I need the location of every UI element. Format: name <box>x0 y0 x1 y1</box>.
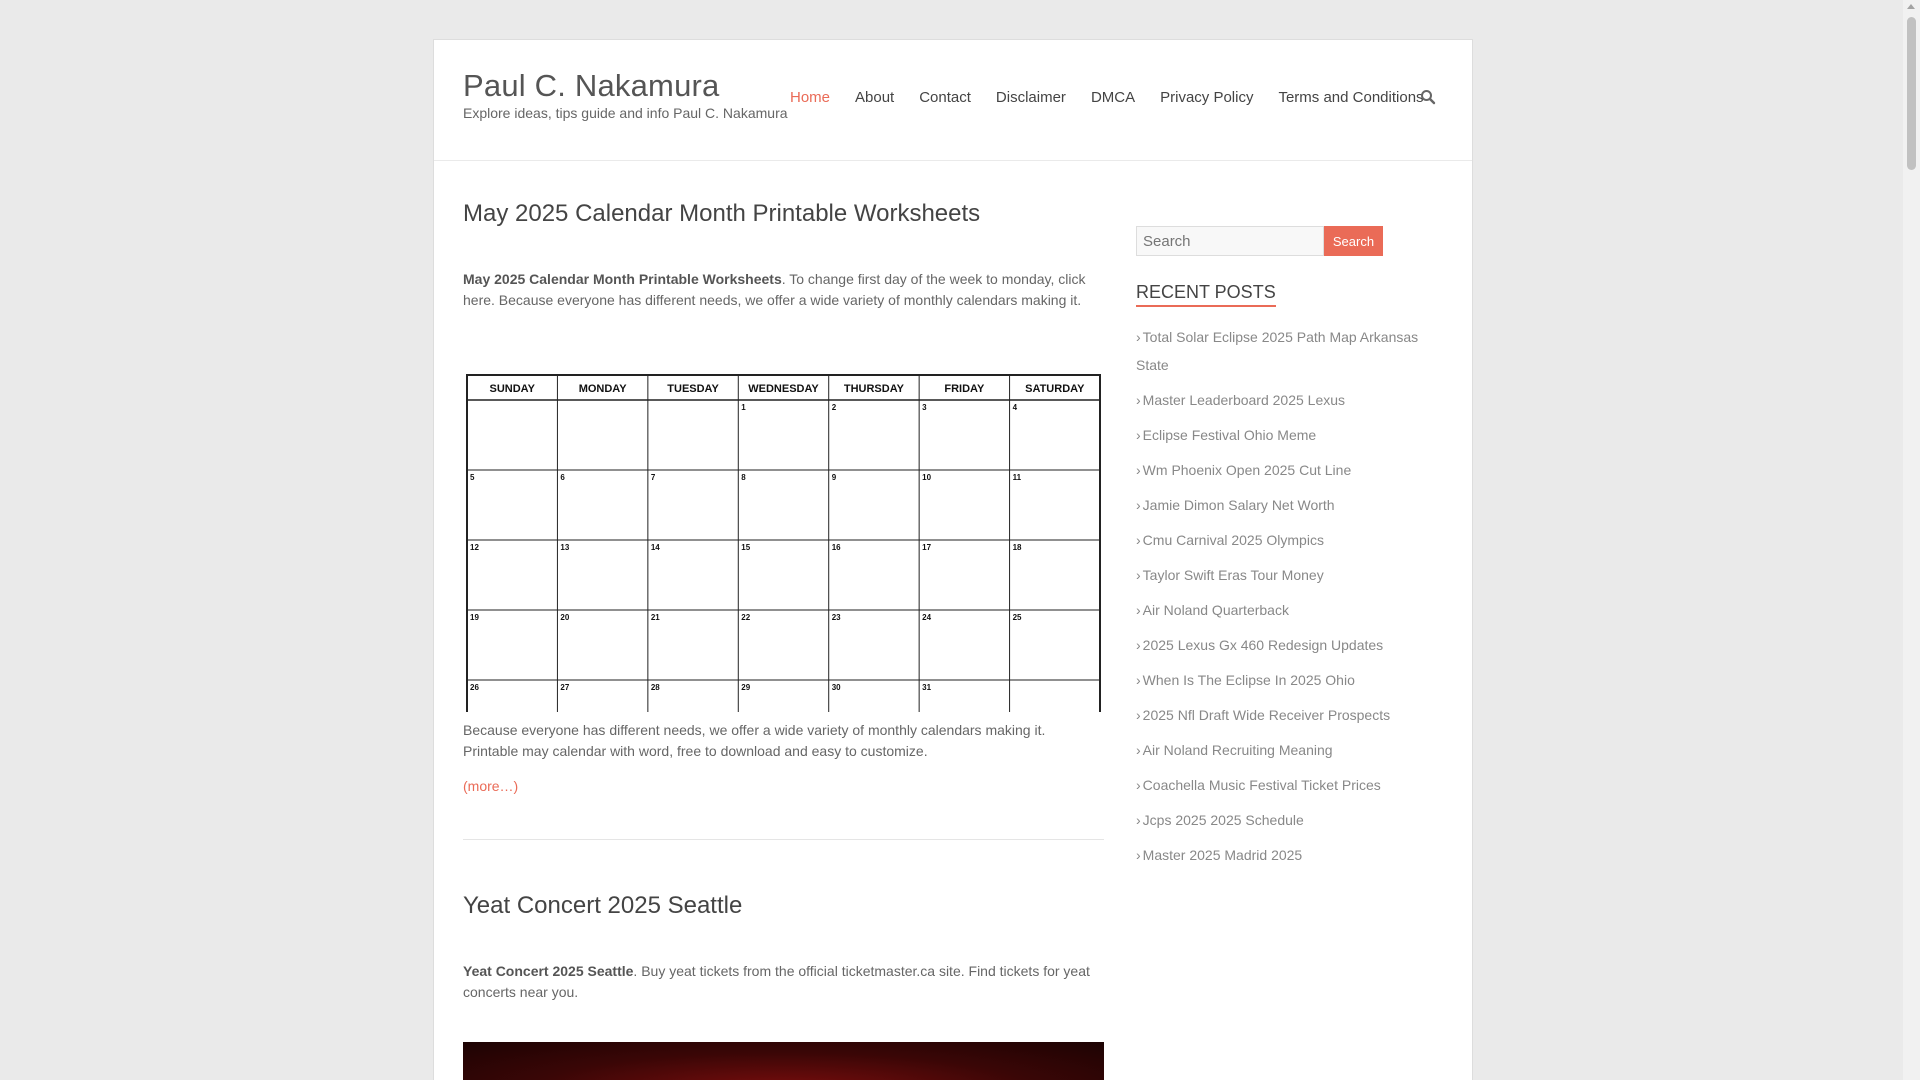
calendar-day-number: 9 <box>831 472 837 482</box>
site-description: Explore ideas, tips guide and info Paul C. Nakamura <box>463 105 788 121</box>
recent-post-item[interactable] <box>1136 631 1436 659</box>
calendar-day-number: 10 <box>922 472 932 482</box>
recent-post-item[interactable] <box>1136 736 1436 764</box>
post-body-text: Because everyone has different needs, we offer a wide variety of monthly calendars making it. Printable may calendar with word, free to download and easy to customize. <box>463 721 1046 759</box>
calendar-day-number: 30 <box>831 682 841 692</box>
calendar-day-number: 24 <box>922 612 932 622</box>
recent-post-item[interactable] <box>1136 701 1436 729</box>
recent-post-item[interactable] <box>1136 323 1436 379</box>
recent-post-label: Jcps 2025 2025 Schedule <box>1142 812 1304 828</box>
page-scrollbar[interactable] <box>1903 0 1920 1080</box>
recent-post-label: Taylor Swift Eras Tour Money <box>1142 567 1324 583</box>
calendar-day-number: 25 <box>1012 612 1022 622</box>
sidebar-search <box>1136 226 1436 256</box>
calendar-day-number: 1 <box>741 402 746 412</box>
chevron-right-icon: › <box>1136 427 1141 443</box>
chevron-right-icon: › <box>1136 462 1141 478</box>
post-lead-text: . Buy yeat tickets from the official ticketmaster.ca site. Find tickets for yeat concerts near you. <box>463 962 1090 1000</box>
recent-post-item[interactable] <box>1136 666 1436 694</box>
calendar-weekday-label: TUESDAY <box>667 382 719 395</box>
chevron-right-icon: › <box>1136 812 1141 828</box>
nav-disclaimer[interactable]: Disclaimer <box>995 89 1066 106</box>
calendar-day-number: 22 <box>741 612 751 622</box>
calendar-day-number: 2 <box>831 402 837 412</box>
post-excerpt <box>463 961 1104 1003</box>
calendar-day-number: 7 <box>650 472 656 482</box>
calendar-day-number: 26 <box>470 682 479 692</box>
recent-post-item[interactable] <box>1136 841 1436 869</box>
calendar-day-number: 11 <box>1012 472 1022 482</box>
calendar-weekday-label: MONDAY <box>578 382 627 395</box>
recent-post-item[interactable] <box>1136 596 1436 624</box>
recent-post-item[interactable] <box>1136 456 1436 484</box>
calendar-day-number: 5 <box>470 472 475 482</box>
calendar-day-number: 3 <box>922 402 927 412</box>
search-input[interactable] <box>1136 226 1324 256</box>
recent-post-label: 2025 Nfl Draft Wide Receiver Prospects <box>1142 707 1391 723</box>
recent-post-item[interactable] <box>1136 806 1436 834</box>
nav-privacy-policy[interactable]: Privacy Policy <box>1160 89 1254 106</box>
scroll-up-arrow-icon[interactable] <box>1907 4 1915 9</box>
calendar-day-number: 19 <box>470 612 479 622</box>
nav-terms-and-conditions[interactable]: Terms and Conditions <box>1278 89 1424 106</box>
post-title[interactable]: May 2025 Calendar Month Printable Worksheets <box>463 200 981 227</box>
chevron-right-icon: › <box>1136 602 1141 618</box>
nav-home[interactable]: Home <box>790 89 831 106</box>
site-header <box>434 40 1472 161</box>
recent-post-label: Air Noland Recruiting Meaning <box>1142 742 1333 758</box>
calendar-weekday-label: SATURDAY <box>1025 382 1085 395</box>
recent-post-item[interactable] <box>1136 561 1436 589</box>
recent-post-item[interactable] <box>1136 421 1436 449</box>
recent-post-label: When Is The Eclipse In 2025 Ohio <box>1142 672 1355 688</box>
main-nav <box>790 89 1449 106</box>
recent-post-item[interactable] <box>1136 526 1436 554</box>
calendar-day-number: 4 <box>1012 402 1018 412</box>
post-lead-text: . To change first day of the week to monday, click here. Because everyone has different needs, we offer a wide variety of monthly calendars making it. <box>463 270 1086 308</box>
calendar-day-number: 17 <box>922 542 932 552</box>
recent-post-label: Eclipse Festival Ohio Meme <box>1142 427 1317 443</box>
main-content <box>463 200 1104 1080</box>
chevron-right-icon: › <box>1136 497 1141 513</box>
calendar-day-number: 12 <box>470 542 479 552</box>
sidebar <box>1136 226 1436 876</box>
calendar-day-number: 14 <box>650 542 660 552</box>
recent-post-label: Cmu Carnival 2025 Olympics <box>1142 532 1324 548</box>
calendar-weekday-label: FRIDAY <box>944 382 985 395</box>
calendar-day-number: 18 <box>1012 542 1022 552</box>
calendar-weekday-label: SUNDAY <box>489 382 535 395</box>
recent-post-label: Master Leaderboard 2025 Lexus <box>1142 392 1346 408</box>
chevron-right-icon: › <box>1136 392 1141 408</box>
search-button[interactable]: Search <box>1324 226 1383 256</box>
nav-dmca[interactable]: DMCA <box>1090 89 1136 106</box>
post-excerpt <box>463 269 1104 311</box>
calendar-day-number: 28 <box>650 682 660 692</box>
post-divider <box>463 839 1104 840</box>
post <box>463 200 1104 840</box>
calendar-weekday-label: THURSDAY <box>843 382 904 395</box>
post <box>463 892 1104 1080</box>
calendar-day-number: 13 <box>560 542 570 552</box>
calendar-day-number: 16 <box>831 542 841 552</box>
calendar-day-number: 20 <box>560 612 570 622</box>
post-lead-bold: May 2025 Calendar Month Printable Worksheets <box>463 270 782 287</box>
recent-posts-list <box>1136 323 1436 869</box>
scrollbar-thumb[interactable] <box>1907 17 1916 170</box>
calendar-image <box>463 350 1104 712</box>
recent-post-label: Master 2025 Madrid 2025 <box>1142 847 1303 863</box>
recent-post-label: Total Solar Eclipse 2025 Path Map Arkansas State <box>1136 329 1419 373</box>
calendar-day-number: 15 <box>741 542 751 552</box>
calendar-day-number: 27 <box>560 682 570 692</box>
concert-image <box>463 1042 1104 1080</box>
recent-post-item[interactable] <box>1136 491 1436 519</box>
recent-post-item[interactable] <box>1136 771 1436 799</box>
calendar-day-number: 29 <box>741 682 751 692</box>
site-title[interactable]: Paul C. Nakamura <box>463 68 720 103</box>
chevron-right-icon: › <box>1136 847 1141 863</box>
post-lead-bold: Yeat Concert 2025 Seattle <box>463 962 634 979</box>
chevron-right-icon: › <box>1136 707 1141 723</box>
recent-post-label: Wm Phoenix Open 2025 Cut Line <box>1142 462 1352 478</box>
search-icon[interactable] <box>1420 89 1438 107</box>
calendar-day-number: 21 <box>650 612 660 622</box>
nav-contact[interactable]: Contact <box>919 89 971 106</box>
recent-post-label: 2025 Lexus Gx 460 Redesign Updates <box>1142 637 1384 653</box>
chevron-right-icon: › <box>1136 777 1141 793</box>
calendar-day-number: 31 <box>922 682 932 692</box>
nav-about[interactable]: About <box>855 89 895 106</box>
chevron-right-icon: › <box>1136 329 1141 345</box>
chevron-right-icon: › <box>1136 742 1141 758</box>
recent-posts-title: RECENT POSTS <box>1136 282 1276 307</box>
chevron-right-icon: › <box>1136 637 1141 653</box>
page-container <box>433 39 1473 1080</box>
calendar-day-number: 6 <box>560 472 565 482</box>
chevron-right-icon: › <box>1136 532 1141 548</box>
chevron-right-icon: › <box>1136 672 1141 688</box>
recent-post-label: Jamie Dimon Salary Net Worth <box>1142 497 1335 513</box>
post-title[interactable]: Yeat Concert 2025 Seattle <box>463 891 743 919</box>
calendar-weekday-label: WEDNESDAY <box>748 382 819 395</box>
recent-post-label: Air Noland Quarterback <box>1142 602 1289 618</box>
recent-post-label: Coachella Music Festival Ticket Prices <box>1142 777 1381 793</box>
recent-post-item[interactable] <box>1136 386 1436 414</box>
chevron-right-icon: › <box>1136 567 1141 583</box>
calendar-day-number: 23 <box>831 612 841 622</box>
calendar-day-number: 8 <box>741 472 746 482</box>
read-more-link[interactable]: (more…) <box>463 777 519 794</box>
